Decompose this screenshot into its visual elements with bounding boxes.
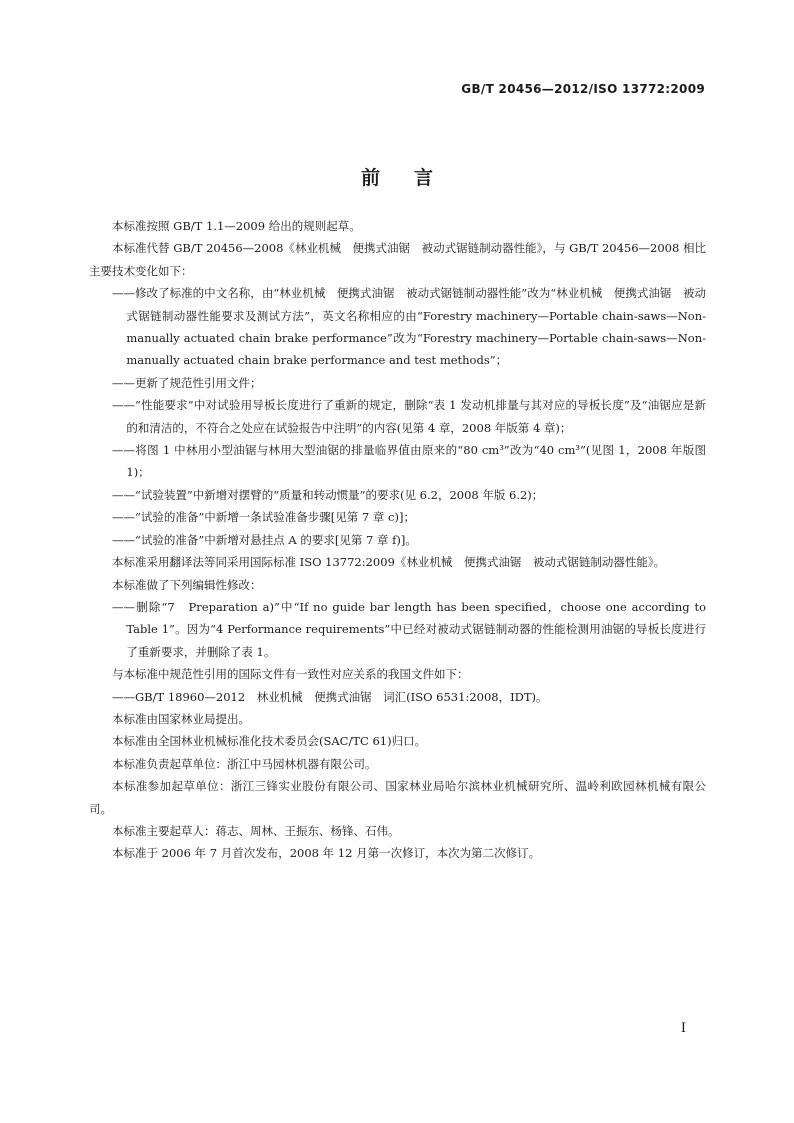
corresponding-doc-item: ——GB/T 18960—2012 林业机械 便携式油锯 词汇(ISO 6531:2008，IDT)。 — [112, 689, 548, 704]
paragraph-replaces-standard: 本标准代替 GB/T 20456—2008《林业机械 便携式油锯 被动式锯链制动器性能》，与 GB/T 20456—2008 相比主要技术变化如下： — [89, 241, 706, 278]
paragraph-revision-history: 本标准于 2006 年 7 月首次发布，2008 年 12 月第一次修订，本次为第二次修订。 — [112, 846, 541, 861]
paragraph-adoption: 本标准采用翻译法等同采用国际标准 ISO 13772:2009《林业机械 便携式油锯 被动式锯链制动器性能》。 — [112, 555, 666, 570]
page-number: I — [680, 1021, 686, 1036]
paragraph-editorial-changes: 本标准做了下列编辑性修改： — [112, 577, 262, 592]
paragraph-under-jurisdiction: 本标准由全国林业机械标准化技术委员会(SAC/TC 61)归口。 — [112, 734, 427, 749]
paragraph-main-drafters: 本标准主要起草人：蒋志、周林、王振东、杨锋、石伟。 — [112, 823, 400, 838]
change-item-name: ——修改了标准的中文名称，由“林业机械 便携式油锯 被动式锯链制动器性能”改为“林业机械 便携式油锯 被动式锯链制动器性能要求及测试方法”，英文名称相应的由“Forestry machinery—Portable chain-saws—Non-manually actuated chain brake performance”改为“Forestry machinery—Portable chain-saws—Non-manually actuated chain brake performance and test methods”； — [112, 286, 706, 368]
paragraph-lead-drafter: 本标准负责起草单位：浙江中马园林机器有限公司。 — [112, 756, 377, 771]
standard-number-header: GB/T 20456—2012/ISO 13772:2009 — [461, 82, 705, 96]
paragraph-proposed-by: 本标准由国家林业局提出。 — [112, 711, 250, 726]
change-item-apparatus: ——“试验装置”中新增对摆臂的“质量和转动惯量”的要求(见 6.2，2008 年版 6.2)； — [112, 487, 544, 502]
change-item-preparation-f: ——“试验的准备”中新增对悬挂点 A 的要求[见第 7 章 f)]。 — [112, 532, 417, 547]
paragraph-participating-drafters: 本标准参加起草单位：浙江三锋实业股份有限公司、国家林业局哈尔滨林业机械研究所、温岭利欧园林机械有限公司。 — [89, 779, 706, 816]
preface-body — [89, 215, 706, 865]
change-item-references: ——更新了规范性引用文件； — [112, 375, 262, 390]
change-item-performance: ——“性能要求”中对试验用导板长度进行了重新的规定，删除“表 1 发动机排量与其对应的导板长度”及“油锯应是新的和清洁的，不符合之处应在试验报告中注明”的内容(见第 4 章，2008 年版第 4 章)； — [112, 398, 706, 435]
editorial-item-deletion: ——删除“7 Preparation a)”中“If no guide bar length has been specified，choose one according to Table 1”。因为“4 Performance requirements”中已经对被动式锯链制动器的性能检测用油锯的导板长度进行了重新要求，并删除了表 1。 — [112, 599, 706, 659]
page-title: 前言 — [360, 166, 467, 189]
paragraph-corresponding-docs: 与本标准中规范性引用的国际文件有一致性对应关系的我国文件如下： — [112, 667, 469, 682]
change-item-figure: ——将图 1 中林用小型油锯与林用大型油锯的排量临界值由原来的“80 cm³”改为“40 cm³”(见图 1，2008 年版图 1)； — [112, 443, 706, 480]
paragraph-drafting-rules: 本标准按照 GB/T 1.1—2009 给出的规则起草。 — [112, 219, 361, 233]
change-item-preparation-c: ——“试验的准备”中新增一条试验准备步骤[见第 7 章 c)]； — [112, 510, 415, 525]
